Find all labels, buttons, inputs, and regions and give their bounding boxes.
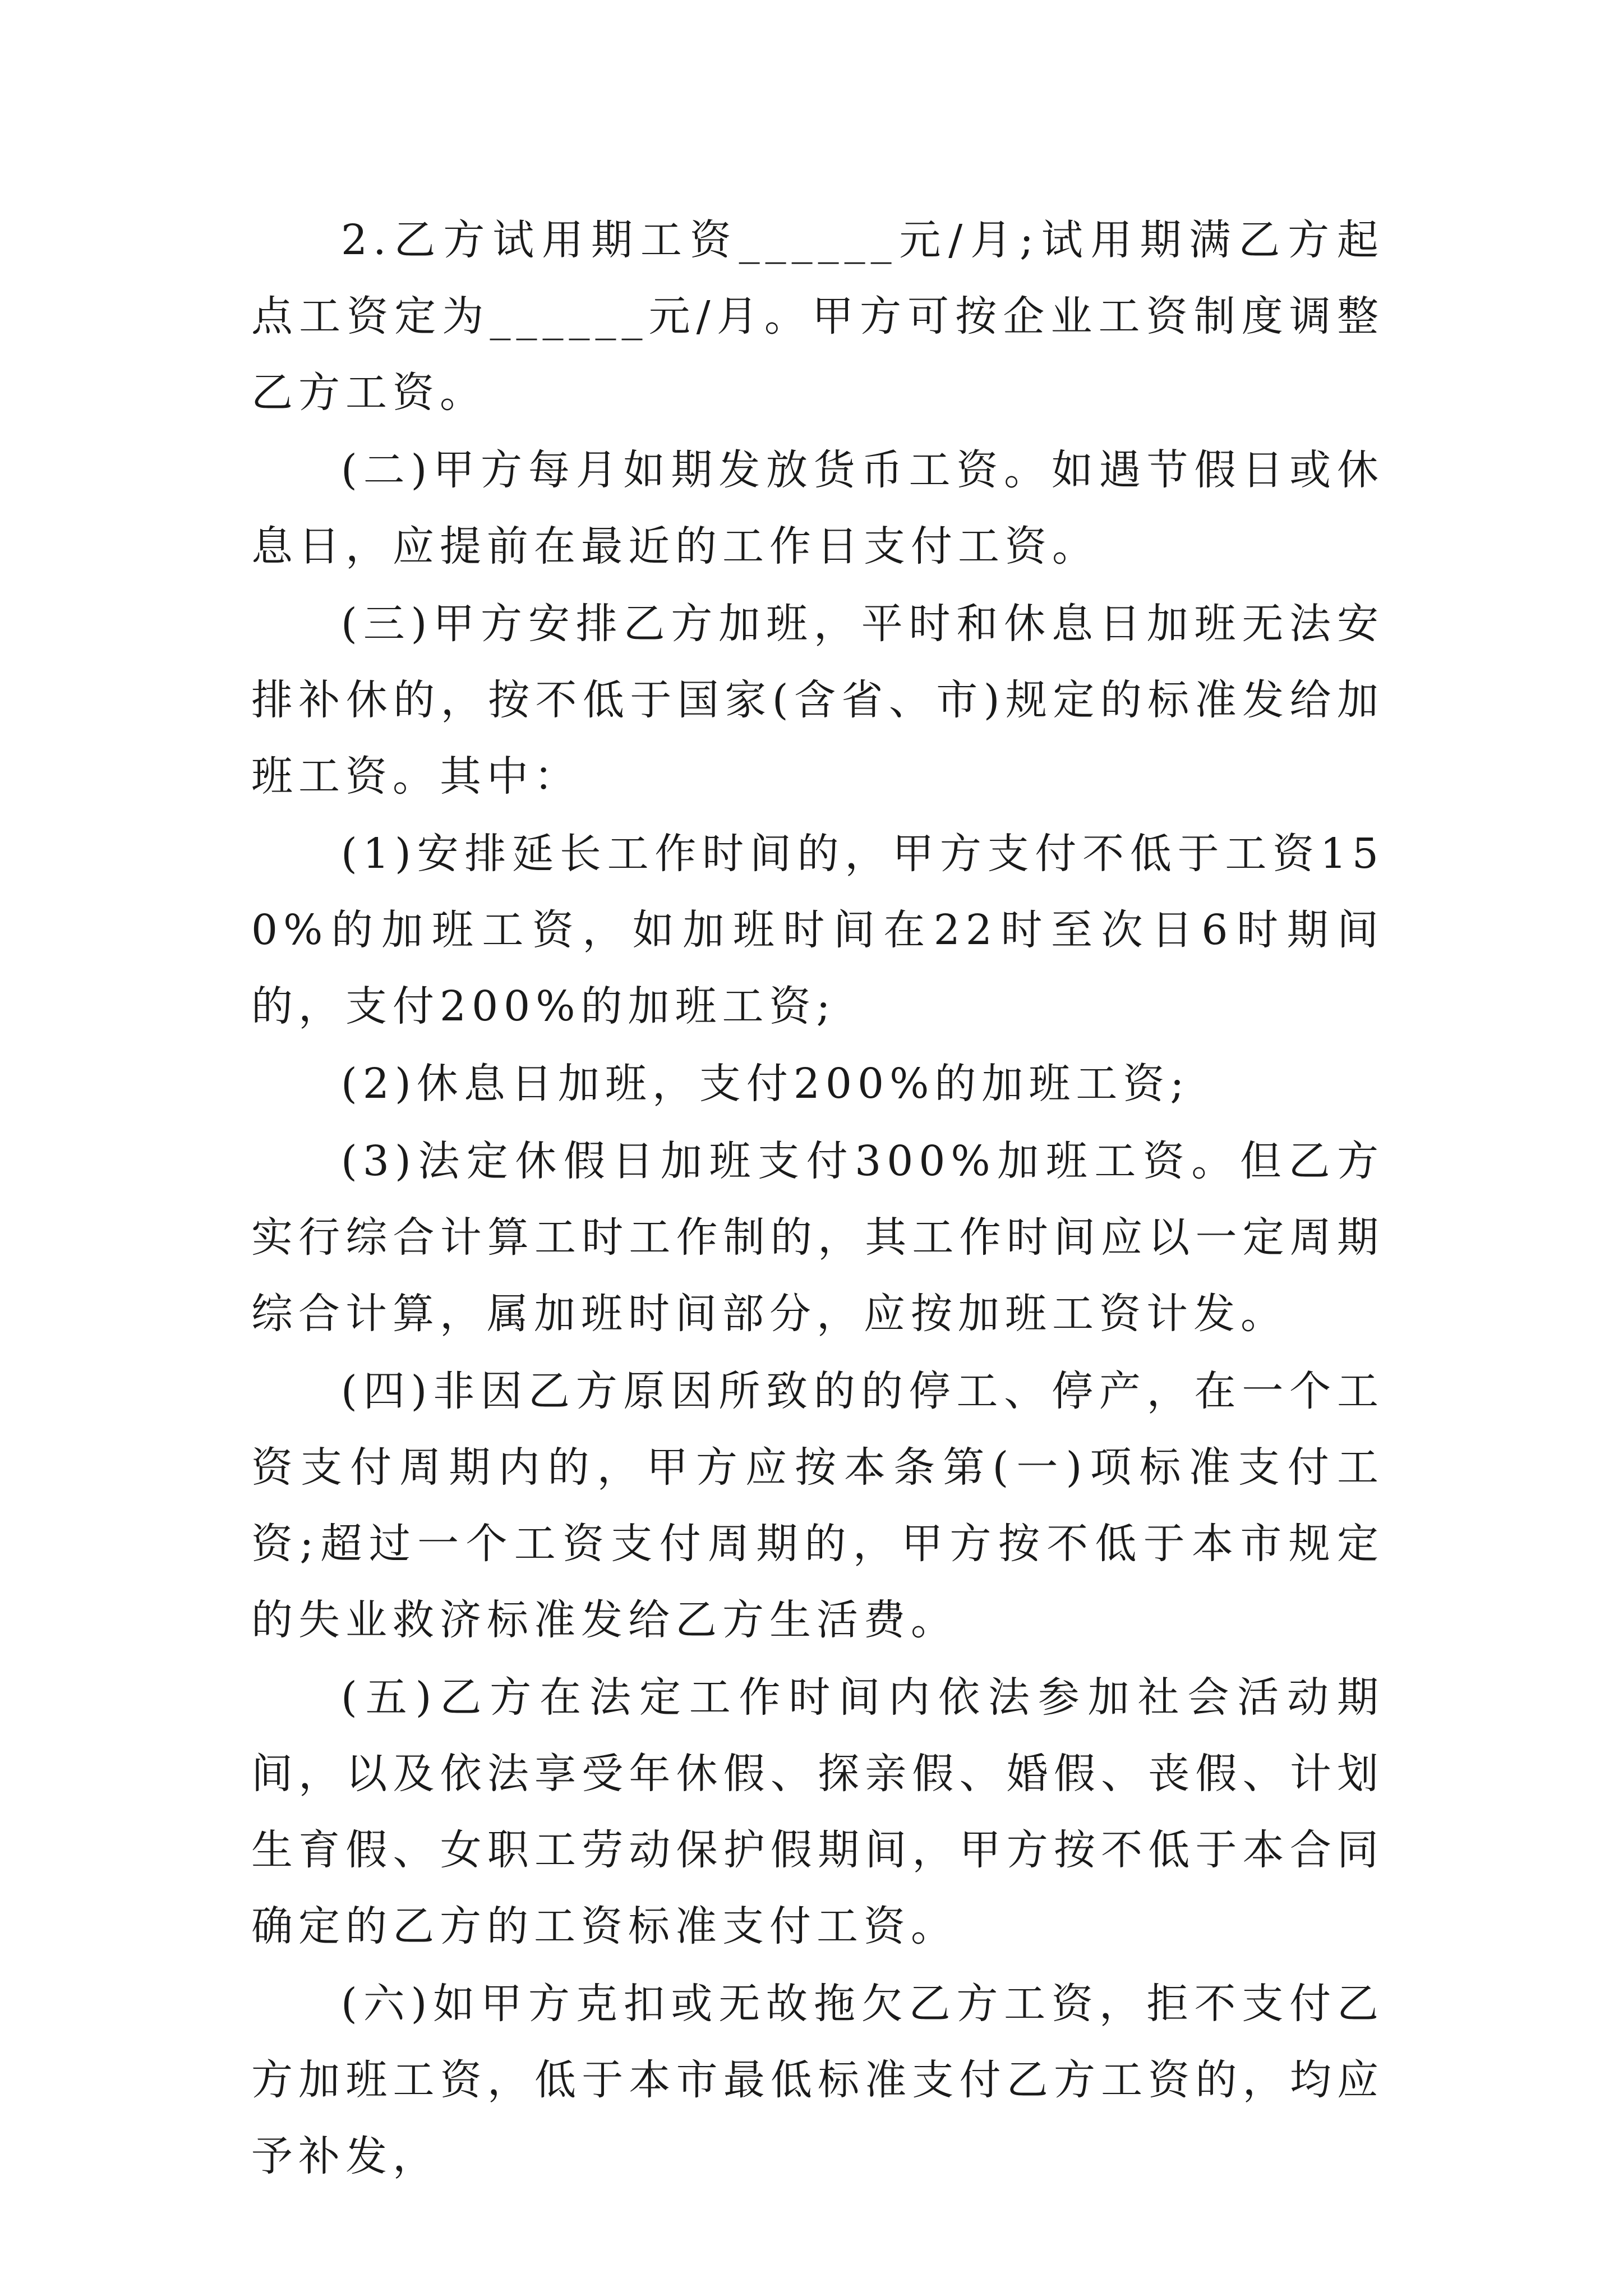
paragraph-probation-salary: 2.乙方试用期工资______元/月;试用期满乙方起点工资定为______元/月。甲方可按企业工资制度调整乙方工资。 xyxy=(251,216,1384,417)
paragraph-payment-schedule: (二)甲方每月如期发放货币工资。如遇节假日或休息日，应提前在最近的工作日支付工资。 xyxy=(251,446,1384,570)
paragraph-wage-arrears: (六)如甲方克扣或无故拖欠乙方工资，拒不支付乙方加班工资，低于本市最低标准支付乙方工资的，均应予补发， xyxy=(251,1980,1384,2180)
paragraph-leave-pay: (五)乙方在法定工作时间内依法参加社会活动期间，以及依法享受年休假、探亲假、婚假、丧假、计划生育假、女职工劳动保护假期间，甲方按不低于本合同确定的乙方的工资标准支付工资。 xyxy=(251,1673,1384,1950)
paragraph-overtime-rest-day: (2)休息日加班，支付200%的加班工资; xyxy=(341,1060,1190,1108)
document-body xyxy=(251,202,1384,2194)
paragraph-work-stoppage: (四)非因乙方原因所致的的停工、停产，在一个工资支付周期内的，甲方应按本条第(一)项标准支付工资;超过一个工资支付周期的，甲方按不低于本市规定的失业救济标准发给乙方生活费。 xyxy=(251,1367,1384,1644)
paragraph-overtime: (三)甲方安排乙方加班，平时和休息日加班无法安排补休的，按不低于国家(含省、市)规定的标准发给加班工资。其中： xyxy=(251,600,1384,800)
paragraph-overtime-extended: (1)安排延长工作时间的，甲方支付不低于工资150%的加班工资，如加班时间在22时至次日6时期间的，支付200%的加班工资; xyxy=(251,830,1384,1030)
paragraph-overtime-holiday: (3)法定休假日加班支付300%加班工资。但乙方实行综合计算工时工作制的，其工作时间应以一定周期综合计算，属加班时间部分，应按加班工资计发。 xyxy=(251,1137,1384,1338)
